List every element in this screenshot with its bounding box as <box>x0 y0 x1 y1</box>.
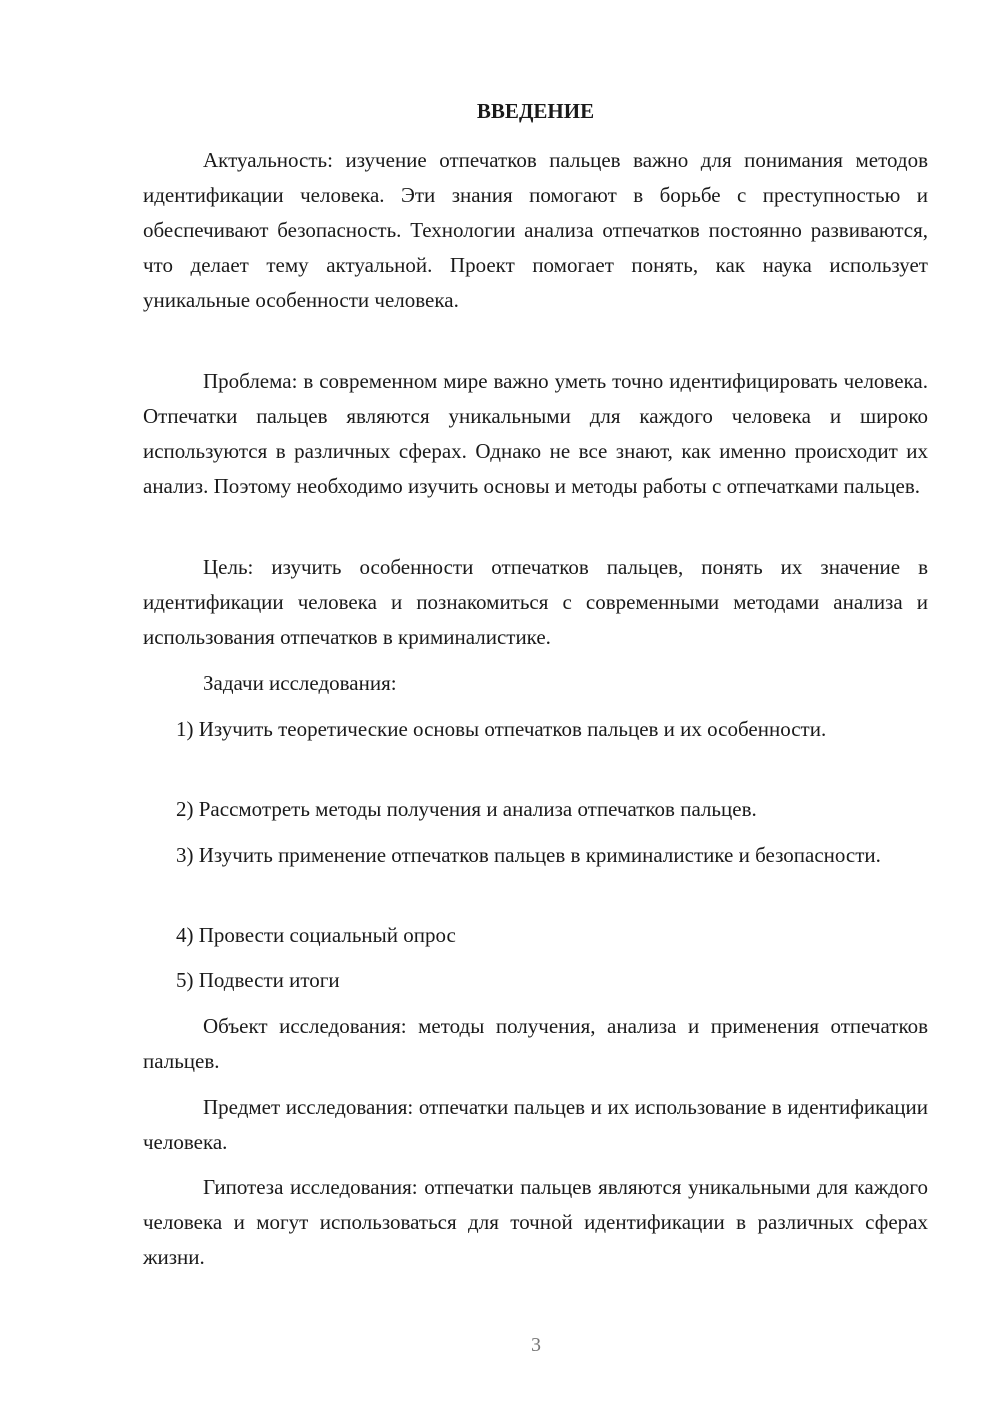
hypothesis-paragraph: Гипотеза исследования: отпечатки пальцев являются уникальными для каждого человека и могут использоваться для точной идентификации в различных сферах жизни. <box>143 1175 928 1269</box>
task-item-2: 2) Рассмотреть методы получения и анализа отпечатков пальцев. <box>176 797 757 821</box>
task-item-1: 1) Изучить теоретические основы отпечатков пальцев и их особенности. <box>176 717 827 741</box>
page-number: 3 <box>531 1334 541 1356</box>
goal-paragraph: Цель: изучить особенности отпечатков пальцев, понять их значение в идентификации человека и познакомиться с современными методами анализа и использования отпечатков в криминалистике. <box>143 555 928 649</box>
object-paragraph: Объект исследования: методы получения, анализа и применения отпечатков пальцев. <box>143 1014 928 1073</box>
task-item-4: 4) Провести социальный опрос <box>176 923 456 947</box>
tasks-heading: Задачи исследования: <box>203 671 397 695</box>
subject-paragraph: Предмет исследования: отпечатки пальцев и их использование в идентификации человека. <box>143 1095 928 1154</box>
task-item-5: 5) Подвести итоги <box>176 968 340 992</box>
relevance-paragraph: Актуальность: изучение отпечатков пальцев важно для понимания методов идентификации человека. Эти знания помогают в борьбе с преступностью и обеспечивают безопасность. Технологии анализа отпечатков постоянно развиваются, что делает тему актуальной. Проект помогает понять, как наука использует уникальные особенности человека. <box>143 148 928 312</box>
task-item-3: 3) Изучить применение отпечатков пальцев в криминалистике и безопасности. <box>176 843 881 867</box>
problem-paragraph: Проблема: в современном мире важно уметь точно идентифицировать человека. Отпечатки пальцев являются уникальными для каждого человека и широко используются в различных сферах. Однако не все знают, как именно происходит их анализ. Поэтому необходимо изучить основы и методы работы с отпечатками пальцев. <box>143 369 928 498</box>
page-title: ВВЕДЕНИЕ <box>476 99 595 123</box>
